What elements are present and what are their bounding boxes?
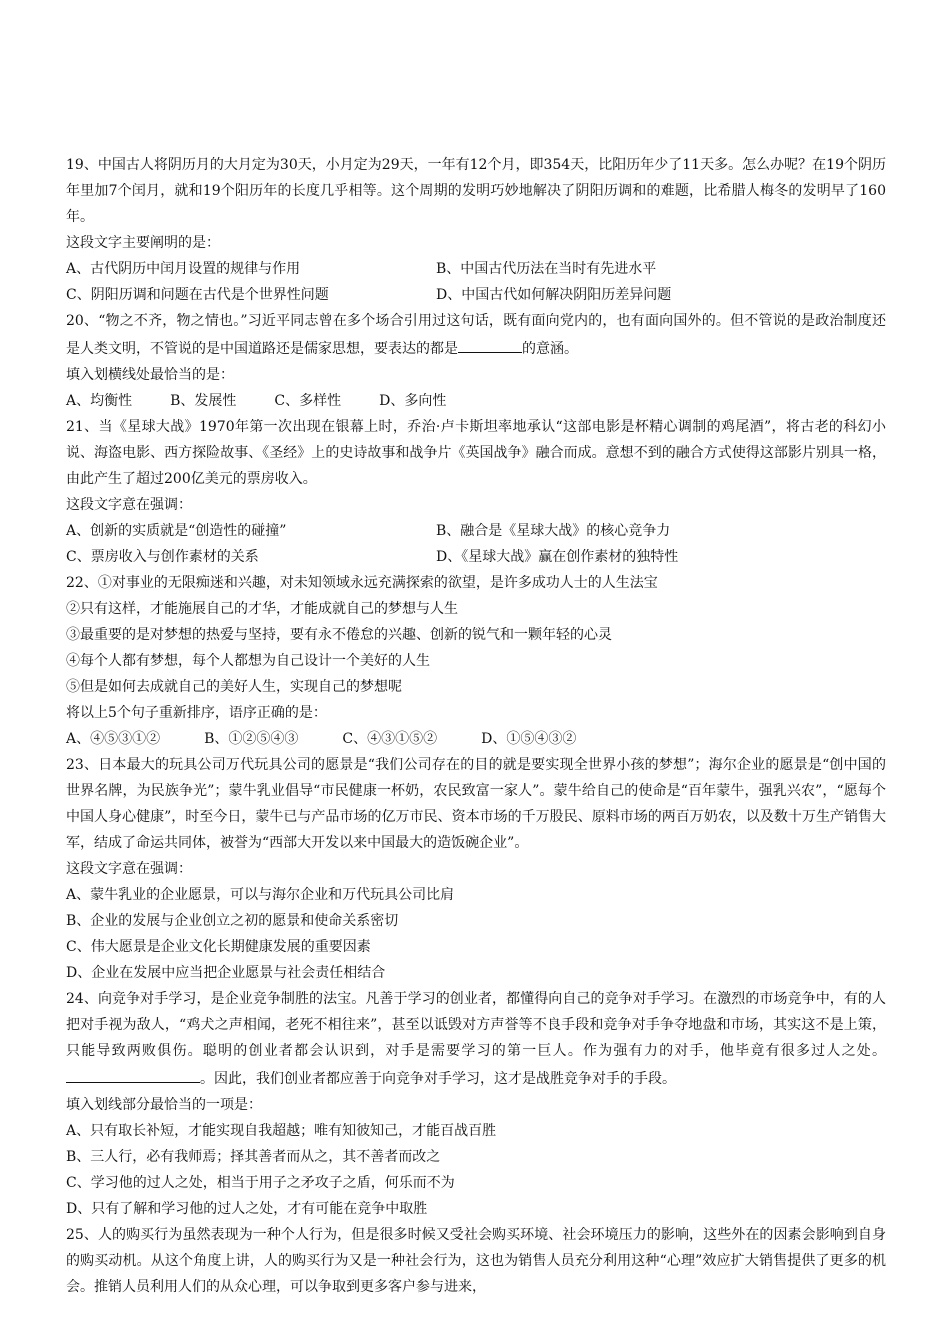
option-d[interactable]: D、只有了解和学习他的过人之处，才有可能在竞争中取胜	[66, 1201, 428, 1217]
question-25	[66, 1222, 886, 1300]
question-19-prompt: 这段文字主要阐明的是：	[66, 235, 220, 251]
question-20-text	[66, 308, 886, 362]
question-20-text-before: 20、“物之不齐，物之情也。”习近平同志曾在多个场合引用过这句话，既有面向党内的，也有面向国外的。但不管说的是政治制度还是人类文明，不管说的是中国道路还是儒家思想，要表达的都是	[66, 313, 886, 357]
option-b[interactable]: B、①②⑤④③	[204, 731, 299, 747]
question-24-prompt: 填入划线部分最恰当的一项是：	[66, 1097, 262, 1113]
option-a[interactable]: A、只有取长补短，才能实现自我超越；唯有知彼知己，才能百战百胜	[66, 1123, 497, 1139]
option-a[interactable]: A、创新的实质就是“创造性的碰撞”	[66, 523, 287, 539]
option-d[interactable]: D、多向性	[379, 393, 447, 409]
blank-line	[66, 1064, 200, 1083]
question-20-prompt: 填入划横线处最恰当的是：	[66, 367, 234, 383]
question-21-text: 21、当《星球大战》1970年第一次出现在银幕上时，乔治·卢卡斯坦率地承认“这部电影是杯精心调制的鸡尾酒”，将古老的科幻小说、海盗电影、西方探险故事、《圣经》上的史诗故事和战争片《英国战争》融合而成。意想不到的融合方式使得这部影片别具一格，由此产生了超过200亿美元的票房收入。	[66, 419, 886, 487]
exam-page	[66, 152, 886, 1300]
question-20-options	[66, 388, 886, 414]
question-21-options-row-2	[66, 544, 886, 570]
question-22-options	[66, 726, 886, 752]
option-d[interactable]: D、企业在发展中应当把企业愿景与社会责任相结合	[66, 965, 386, 981]
blank-line	[458, 334, 522, 353]
option-c[interactable]: C、票房收入与创作素材的关系	[66, 549, 259, 565]
option-c[interactable]: C、学习他的过人之处，相当于用子之矛攻子之盾，何乐而不为	[66, 1175, 455, 1191]
question-19-text: 19、中国古人将阴历月的大月定为30天，小月定为29天，一年有12个月，即354天，比阳历年少了11天多。怎么办呢？在19个阴历年里加7个闰月，就和19个阳历年的长度几乎相等。这个周期的发明巧妙地解决了阴阳历调和的难题，比希腊人梅冬的发明早了160年。	[66, 157, 886, 225]
question-24	[66, 986, 886, 1222]
question-19	[66, 152, 886, 308]
question-22-prompt: 将以上5个句子重新排序，语序正确的是：	[66, 705, 327, 721]
sentence-2: ②只有这样，才能施展自己的才华，才能成就自己的梦想与人生	[66, 601, 458, 617]
question-21	[66, 414, 886, 570]
sentence-1: 22、①对事业的无限痴迷和兴趣，对未知领域永远充满探索的欲望，是许多成功人士的人生法宝	[66, 575, 658, 591]
question-21-prompt: 这段文字意在强调：	[66, 497, 192, 513]
question-20	[66, 308, 886, 414]
option-b[interactable]: B、中国古代历法在当时有先进水平	[436, 261, 657, 277]
question-23	[66, 752, 886, 986]
option-a[interactable]: A、均衡性	[66, 393, 133, 409]
option-d[interactable]: D、《星球大战》赢在创作素材的独特性	[436, 549, 679, 565]
option-c[interactable]: C、④③①⑤②	[342, 731, 438, 747]
sentence-3: ③最重要的是对梦想的热爱与坚持，要有永不倦怠的兴趣、创新的锐气和一颗年轻的心灵	[66, 627, 612, 643]
question-25-text: 25、人的购买行为虽然表现为一种个人行为，但是很多时候又受社会购买环境、社会环境压力的影响，这些外在的因素会影响到自身的购买动机。从这个角度上讲，人的购买行为又是一种社会行为，这也为销售人员充分利用这种“心理”效应扩大销售提供了更多的机会。推销人员利用人们的从众心理，可以争取到更多客户参与进来，	[66, 1227, 886, 1295]
question-19-options-row-2	[66, 282, 886, 308]
sentence-4: ④每个人都有梦想，每个人都想为自己设计一个美好的人生	[66, 653, 430, 669]
option-a[interactable]: A、④⑤③①②	[66, 731, 161, 747]
option-c[interactable]: C、多样性	[274, 393, 342, 409]
question-23-prompt: 这段文字意在强调：	[66, 861, 192, 877]
question-24-text-after: 。因此，我们创业者都应善于向竞争对手学习，这才是战胜竞争对手的手段。	[200, 1071, 676, 1087]
question-24-text-before: 24、向竞争对手学习，是企业竞争制胜的法宝。凡善于学习的创业者，都懂得向自己的竞争对手学习。在激烈的市场竞争中，有的人把对手视为敌人，“鸡犬之声相闻，老死不相往来”，甚至以诋毁对方声誉等不良手段和竞争对手争夺地盘和市场，其实这不是上策，只能导致两败俱伤。聪明的创业者都会认识到，对手是需要学习的第一巨人。作为强有力的对手，他毕竟有很多过人之处。	[66, 991, 886, 1059]
question-19-options-row-1	[66, 256, 886, 282]
option-d[interactable]: D、中国古代如何解决阴阳历差异问题	[436, 287, 672, 303]
question-23-text: 23、日本最大的玩具公司万代玩具公司的愿景是“我们公司存在的目的就是要实现全世界小孩的梦想”；海尔企业的愿景是“创中国的世界名牌，为民族争光”；蒙牛乳业倡导“市民健康一杯奶，农民致富一家人”。蒙牛给自己的使命是“百年蒙牛，强乳兴农”，“愿每个中国人身心健康”，时至今日，蒙牛已与产品市场的亿万市民、资本市场的千万股民、原料市场的两百万奶农，以及数十万生产销售大军，结成了命运共同体，被誉为“西部大开发以来中国最大的造饭碗企业”。	[66, 757, 886, 851]
option-b[interactable]: B、发展性	[170, 393, 237, 409]
question-21-options-row-1	[66, 518, 886, 544]
sentence-5: ⑤但是如何去成就自己的美好人生，实现自己的梦想呢	[66, 679, 402, 695]
option-a[interactable]: A、古代阴历中闰月设置的规律与作用	[66, 261, 301, 277]
question-22	[66, 570, 886, 752]
option-d[interactable]: D、①⑤④③②	[481, 731, 577, 747]
option-b[interactable]: B、企业的发展与企业创立之初的愿景和使命关系密切	[66, 913, 399, 929]
option-c[interactable]: C、伟大愿景是企业文化长期健康发展的重要因素	[66, 939, 371, 955]
option-b[interactable]: B、融合是《星球大战》的核心竞争力	[436, 523, 671, 539]
option-a[interactable]: A、蒙牛乳业的企业愿景，可以与海尔企业和万代玩具公司比肩	[66, 887, 455, 903]
question-24-text	[66, 986, 886, 1092]
question-20-text-after: 的意涵。	[522, 341, 578, 357]
option-c[interactable]: C、阴阳历调和问题在古代是个世界性问题	[66, 287, 329, 303]
option-b[interactable]: B、三人行，必有我师焉；择其善者而从之，其不善者而改之	[66, 1149, 441, 1165]
